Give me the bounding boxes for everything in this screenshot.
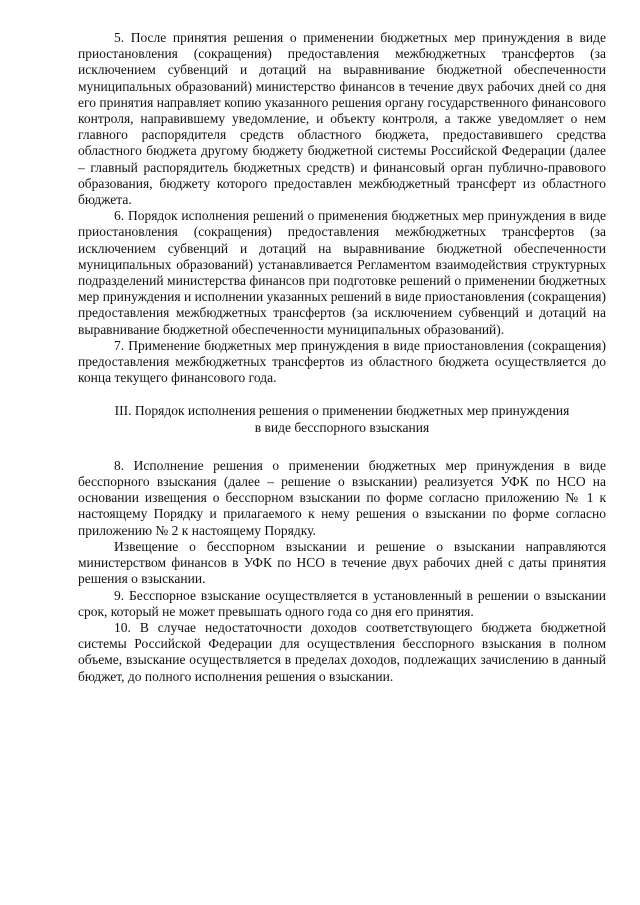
section-heading-line-1: III. Порядок исполнения решения о применении бюджетных мер принуждения [114, 403, 570, 419]
paragraph-5: 5. После принятия решения о применении бюджетных мер принуждения в виде приостановления (сокращения) предоставления межбюджетных трансфертов (за исключением субвенций и дотаций на выравнивание бюджетной обеспеченности муниципальных образований) министерство финансов в течение двух рабочих дней со дня его принятия направляет копию указанного решения органу государственного финансового контроля, направившему уведомление, и объекту контроля, а также уведомляет о нем главного распорядителя средств областного бюджета, предоставившего средства областного бюджета другому бюджету бюджетной системы Российской Федерации (далее – главный распорядитель бюджетных средств) и финансовый орган публично-правового образования, бюджету которого предоставлен межбюджетный трансферт из областного бюджета. [78, 30, 606, 208]
section-heading-iii [78, 403, 606, 435]
section-heading-line-2: в виде бесспорного взыскания [254, 419, 430, 435]
paragraph-6: 6. Порядок исполнения решений о применения бюджетных мер принуждения в виде приостановления (сокращения) предоставления межбюджетных трансфертов (за исключением субвенций и дотаций на выравнивание бюджетной обеспеченности муниципальных образований) устанавливается Регламентом взаимодействия структурных подразделений министерства финансов при подготовке решений о применении бюджетных мер принуждения и исполнении указанных решений в виде приостановления (сокращения) предоставления межбюджетных трансфертов (за исключением субвенций и дотаций на выравнивание бюджетной обеспеченности муниципальных образований). [78, 208, 606, 337]
paragraph-10: 10. В случае недостаточности доходов соответствующего бюджета бюджетной системы Российской Федерации для осуществления бесспорного взыскания в полном объеме, взыскание осуществляется в пределах доходов, подлежащих зачислению в данный бюджет, до полного исполнения решения о взыскании. [78, 619, 606, 684]
paragraph-9: 9. Бесспорное взыскание осуществляется в установленный в решении о взыскании срок, который не может превышать одного года со дня его принятия. [78, 587, 606, 619]
paragraph-8: 8. Исполнение решения о применении бюджетных мер принуждения в виде бесспорного взыскания (далее – решение о взыскании) реализуется УФК по НСО на основании извещения о бесспорном взыскании по форме согласно приложению № 1 к настоящему Порядку и прилагаемого к нему решения о взыскании по форме согласно приложению № 2 к настоящему Порядку. [78, 457, 606, 538]
paragraph-notice: Извещение о бесспорном взыскании и решение о взыскании направляются министерством финансов в УФК по НСО в течение двух рабочих дней с даты принятия решения о взыскании. [78, 538, 606, 587]
paragraph-7: 7. Применение бюджетных мер принуждения в виде приостановления (сокращения) предоставления межбюджетных трансфертов из областного бюджета осуществляется до конца текущего финансового года. [78, 337, 606, 386]
